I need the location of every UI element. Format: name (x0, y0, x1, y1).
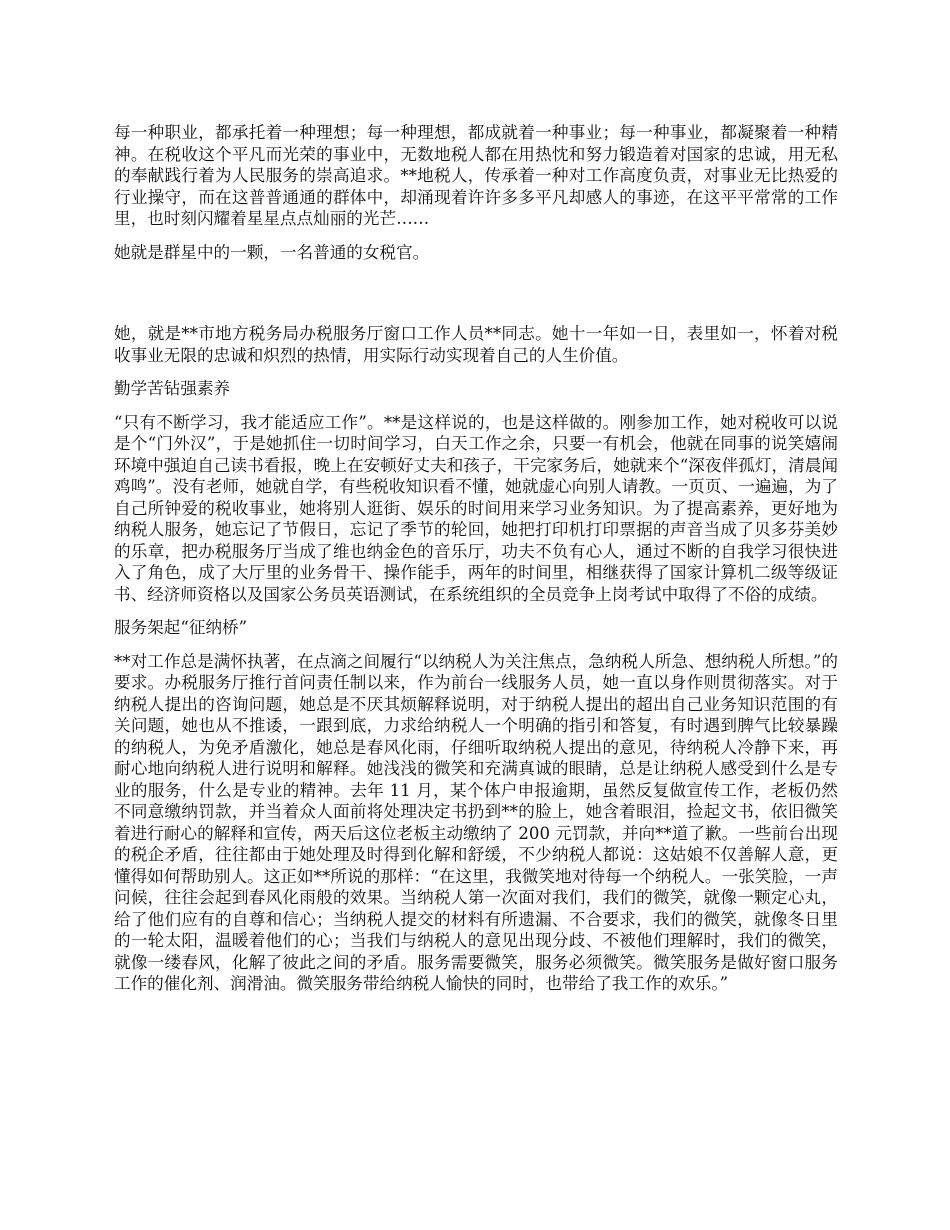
document-page (114, 122, 838, 1007)
profile-paragraph: 她，就是**市地方税务局办税服务厅窗口工作人员**同志。她十一年如一日，表里如一，怀着对税收事业无限的忠诚和炽烈的热情，用实际行动实现着自己的人生价值。 (114, 324, 838, 365)
section-heading-study: 勤学苦钻强素养 (114, 379, 231, 398)
blank-spacer (114, 275, 838, 323)
star-paragraph: 她就是群星中的一颗，一名普通的女税官。 (114, 242, 430, 262)
service-paragraph: **对工作总是满怀执著，在点滴之间履行“以纳税人为关注焦点，急纳税人所急、想纳税人所想。”的要求。办税服务厅推行首问责任制以来，作为前台一线服务人员，她一直以身作则贯彻落实。对于纳税人提出的咨询问题，她总是不厌其烦解释说明，对于纳税人提出的超出自己业务知识范围的有关问题，她也从不推诿，一跟到底，力求给纳税人一个明确的指引和答复，有时遇到脾气比较暴躁的纳税人，为免矛盾激化，她总是春风化雨，仔细听取纳税人提出的意见，待纳税人冷静下来，再耐心地向纳税人进行说明和解释。她浅浅的微笑和充满真诚的眼睛，总是让纳税人感受到什么是专业的服务，什么是专业的精神。去年 11 月，某个体户申报逾期，虽然反复做宣传工作，老板仍然不同意缴纳罚款，并当着众人面前将处理决定书扔到**的脸上，她含着眼泪，捡起文书，依旧微笑着进行耐心的解释和宣传，两天后这位老板主动缴纳了 200 元罚款，并向**道了歉。一些前台出现的税企矛盾，往往都由于她处理及时得到化解和舒缓，不少纳税人都说：这姑娘不仅善解人意，更懂得如何帮助别人。这正如**所说的那样：“在这里，我微笑地对待每一个纳税人。一张笑脸，一声问候，往往会起到春风化雨般的效果。当纳税人第一次面对我们，我们的微笑，就像一颗定心丸，给了他们应有的自尊和信心；当纳税人提交的材料有所遗漏、不合要求，我们的微笑，就像冬日里的一轮太阳，温暖着他们的心；当我们与纳税人的意见出现分歧、不被他们理解时，我们的微笑，就像一缕春风，化解了彼此之间的矛盾。服务需要微笑，服务必须微笑。微笑服务是做好窗口服务工作的催化剂、润滑油。微笑服务带给纳税人愉快的同时，也带给了我工作的欢乐。” (114, 651, 838, 993)
study-paragraph: “只有不断学习，我才能适应工作”。**是这样说的，也是这样做的。刚参加工作，她对税收可以说是个“门外汉”，于是她抓住一切时间学习，白天工作之余，只要一有机会，他就在同事的说笑嬉闹环境中强迫自己读书看报，晚上在安顿好丈夫和孩子，干完家务后，她就来个“深夜伴孤灯，清晨闻鸡鸣”。没有老师，她就自学，有些税收知识看不懂，她就虚心向别人请教。一页页、一遍遍，为了自己所钟爱的税收事业，她将别人逛街、娱乐的时间用来学习业务知识。为了提高素养，更好地为纳税人服务，她忘记了节假日，忘记了季节的轮回，她把打印机打印票据的声音当成了贝多芬美妙的乐章，把办税服务厅当成了维也纳金色的音乐厅，功夫不负有心人，通过不断的自我学习很快进入了角色，成了大厅里的业务骨干、操作能手，两年的时间里，相继获得了国家计算机二级等级证书、经济师资格以及国家公务员英语测试，在系统组织的全员竞争上岗考试中取得了不俗的成绩。 (114, 412, 838, 604)
section-heading-service: 服务架起“征纳桥” (114, 618, 248, 637)
intro-paragraph: 每一种职业，都承托着一种理想；每一种理想，都成就着一种事业；每一种事业，都凝聚着一种精神。在税收这个平凡而光荣的事业中，无数地税人都在用热忱和努力锻造着对国家的忠诚，用无私的奉献践行着为人民服务的崇高追求。**地税人，传承着一种对工作高度负责，对事业无比热爱的行业操守，而在这普普通通的群体中，却涌现着许许多多平凡却感人的事迹，在这平平常常的工作里，也时刻闪耀着星星点点灿丽的光芒…… (114, 123, 838, 228)
